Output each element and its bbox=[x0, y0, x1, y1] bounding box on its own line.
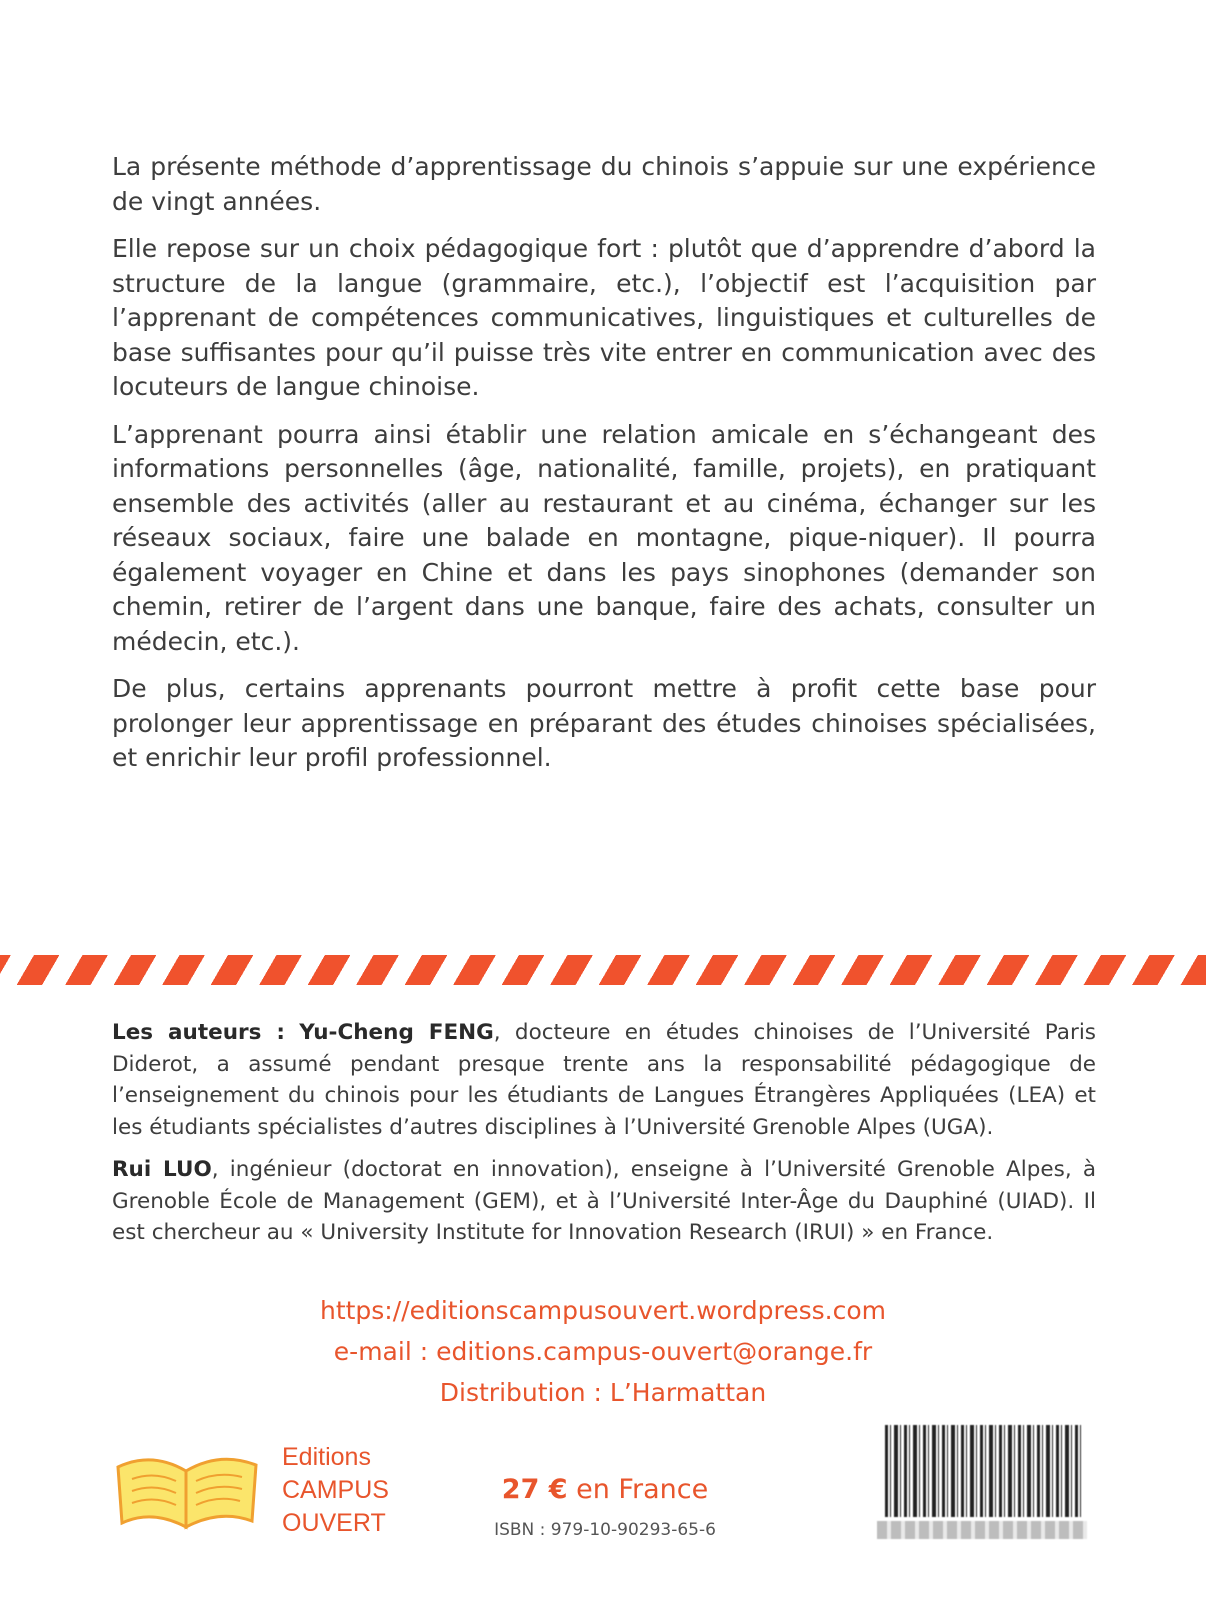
authors-section bbox=[112, 1017, 1096, 1260]
back-cover-description bbox=[112, 150, 1096, 789]
intro-paragraph-1: La présente méthode d’apprentissage du chinois s’appuie sur une expérience de vingt années. bbox=[112, 152, 1096, 216]
author-2-bio: , ingénieur (doctorat en innovation), enseigne à l’Université Grenoble Alpes, à Grenoble École de Management (GEM), et à l’Université Inter-Âge du Dauphiné (UIAD). Il est chercheur au « University Institute for Innovation Research (IRUI) » en France. bbox=[112, 1157, 1097, 1245]
publisher-logo bbox=[112, 1441, 412, 1541]
publisher-line-1: Editions bbox=[282, 1443, 371, 1471]
website-link[interactable]: https://editionscampusouvert.wordpress.com bbox=[319, 1296, 887, 1325]
intro-paragraph-4: De plus, certains apprenants pourront mettre à profit cette base pour prolonger leur apprentissage en préparant des études chinoises spécialisées, et enrichir leur profil professionnel. bbox=[112, 674, 1096, 772]
intro-paragraph-3: L’apprenant pourra ainsi établir une relation amicale en s’échangeant des informations personnelles (âge, nationalité, famille, projets), en pratiquant ensemble des activités (aller au restaurant et au cinéma, échanger sur les réseaux sociaux, faire une balade en montagne, pique-niquer). Il pourra également voyager en Chine et dans les pays sinophones (demander son chemin, retirer de l’argent dans une banque, faire des achats, consulter un médecin, etc.). bbox=[112, 419, 1096, 656]
author-1-bio: , docteure en études chinoises de l’Université Paris Diderot, a assumé pendant presque trente ans la responsabilité pédagogique de l’enseignement du chinois pour les étudiants de Langues Étrangères Appliquées (LEA) et les étudiants spécialistes d’autres disciplines à l’Université Grenoble Alpes (UGA). bbox=[112, 1020, 1096, 1140]
barcode bbox=[877, 1425, 1087, 1543]
price-line bbox=[460, 1472, 750, 1508]
authors-label: Les auteurs : bbox=[112, 1020, 285, 1045]
author-1-paragraph bbox=[112, 1017, 1096, 1143]
price-block bbox=[460, 1472, 750, 1540]
publisher-name bbox=[282, 1441, 389, 1540]
striped-divider bbox=[0, 955, 1206, 985]
barcode-digits bbox=[877, 1521, 1087, 1539]
email-link[interactable]: e-mail : editions.campus-ouvert@orange.fr bbox=[333, 1337, 873, 1366]
barcode-bars bbox=[885, 1425, 1081, 1517]
open-book-icon bbox=[112, 1449, 262, 1531]
price-suffix: en France bbox=[567, 1474, 709, 1505]
publisher-line-3: OUVERT bbox=[282, 1509, 386, 1537]
intro-paragraph-2: Elle repose sur un choix pédagogique fort : plutôt que d’apprendre d’abord la structure de la langue (grammaire, etc.), l’objectif est l’acquisition par l’apprenant de compétences communicatives, linguistiques et culturelles de base suffisantes pour qu’il puisse très vite entrer en communication avec des locuteurs de langue chinoise. bbox=[112, 234, 1096, 401]
publisher-line-2: CAMPUS bbox=[282, 1476, 389, 1504]
author-1-name: Yu-Cheng FENG bbox=[299, 1020, 494, 1045]
contact-block bbox=[0, 1290, 1206, 1413]
author-2-name: Rui LUO bbox=[112, 1157, 212, 1182]
isbn-text: ISBN : 979-10-90293-65-6 bbox=[494, 1520, 716, 1540]
price-amount: 27 € bbox=[501, 1474, 568, 1505]
author-2-paragraph bbox=[112, 1154, 1096, 1249]
distribution-text: Distribution : L’Harmattan bbox=[439, 1378, 767, 1407]
